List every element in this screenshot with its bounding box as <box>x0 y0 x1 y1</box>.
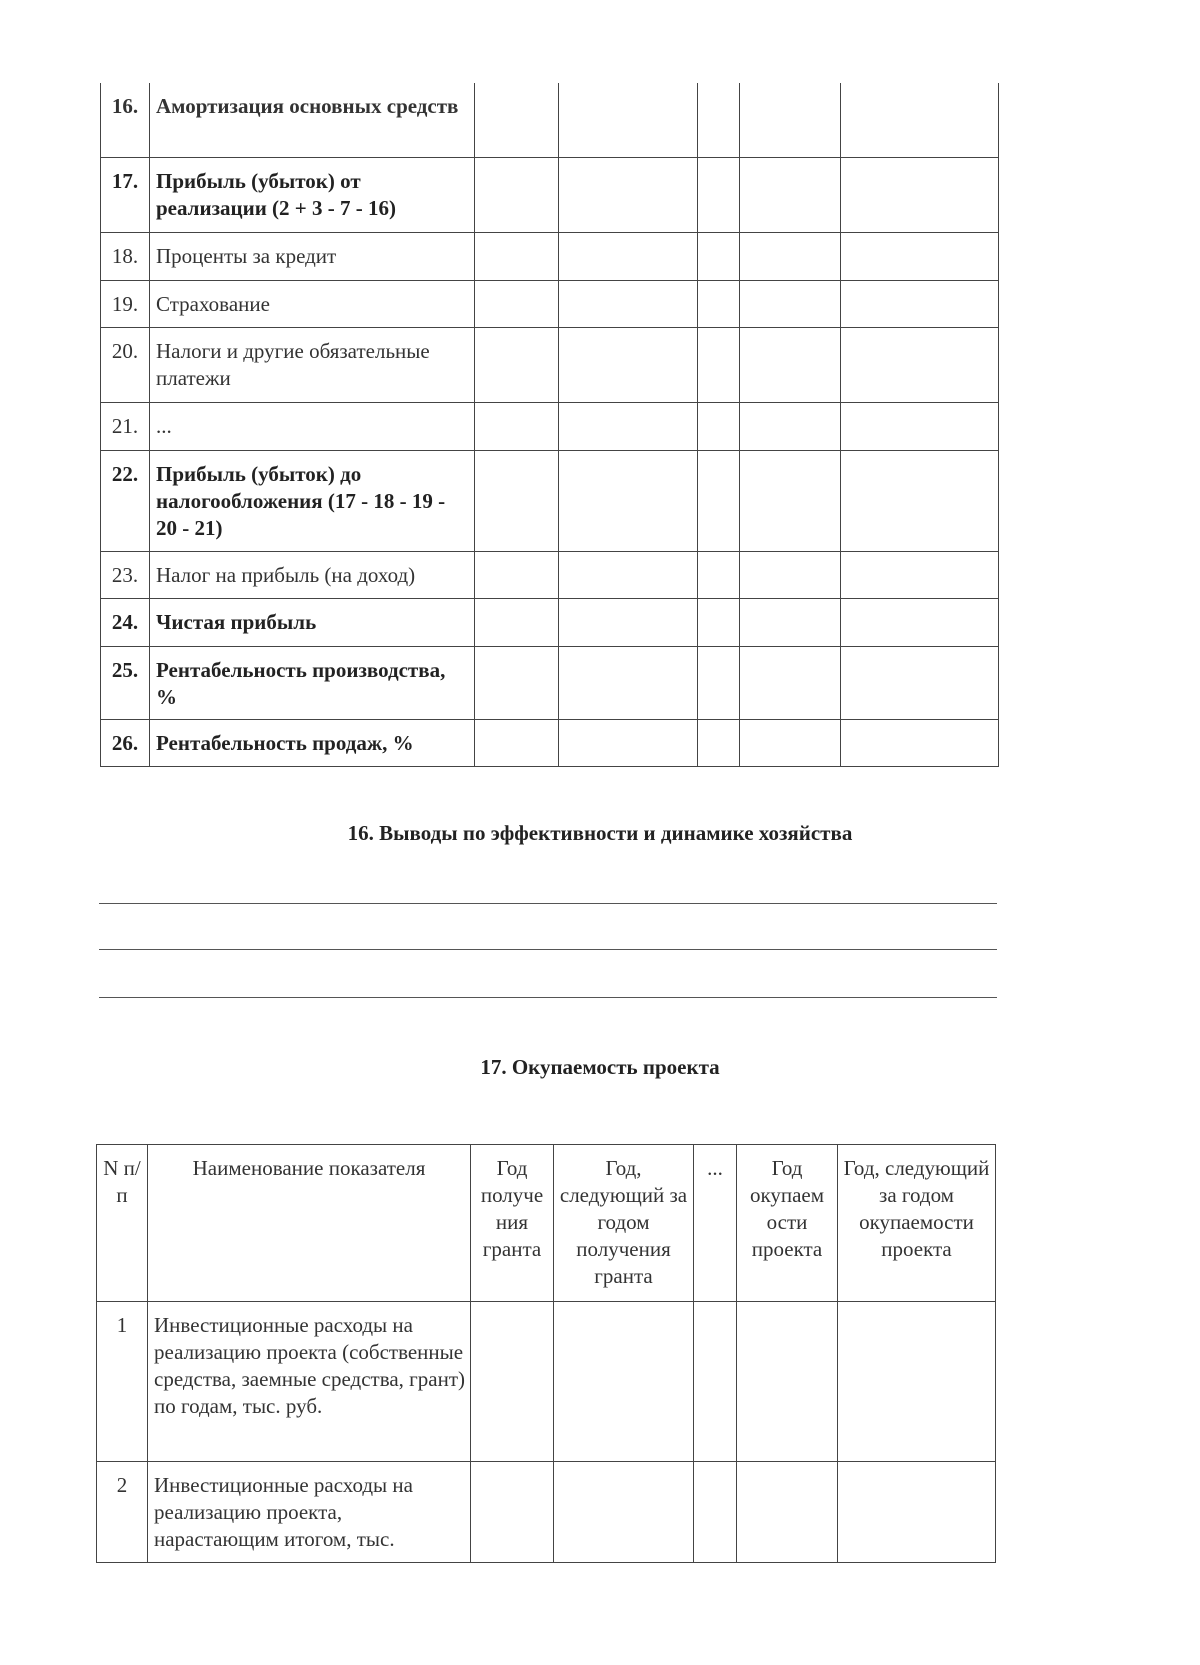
value-cell[interactable] <box>471 1462 554 1563</box>
row-label: Инвестиционные расходы на реализацию проекта, нарастающим итогом, тыс. <box>148 1462 471 1563</box>
value-cell[interactable] <box>838 1462 996 1563</box>
value-cell[interactable] <box>698 232 740 280</box>
value-cell[interactable] <box>559 83 698 157</box>
value-cell[interactable] <box>475 719 559 766</box>
value-cell[interactable] <box>841 280 999 327</box>
value-cell[interactable] <box>740 402 841 450</box>
value-cell[interactable] <box>740 157 841 232</box>
value-cell[interactable] <box>737 1302 838 1462</box>
value-cell[interactable] <box>475 450 559 551</box>
value-cell[interactable] <box>698 551 740 598</box>
value-cell[interactable] <box>475 551 559 598</box>
value-cell[interactable] <box>740 551 841 598</box>
table-row <box>101 232 999 280</box>
financial-indicators-table <box>100 83 999 767</box>
conclusion-line[interactable] <box>99 997 997 998</box>
value-cell[interactable] <box>559 598 698 646</box>
value-cell[interactable] <box>475 232 559 280</box>
row-label: Инвестиционные расходы на реализацию проекта (собственные средства, заемные средства, грант) по годам, тыс. руб. <box>148 1302 471 1462</box>
value-cell[interactable] <box>838 1302 996 1462</box>
row-number: 21. <box>101 402 150 450</box>
value-cell[interactable] <box>694 1462 737 1563</box>
row-number: 23. <box>101 551 150 598</box>
header-year-grant: Год получе ния гранта <box>471 1145 554 1302</box>
table-row <box>101 646 999 719</box>
row-label: Проценты за кредит <box>150 232 475 280</box>
value-cell[interactable] <box>559 450 698 551</box>
value-cell[interactable] <box>559 157 698 232</box>
conclusion-line[interactable] <box>99 903 997 904</box>
row-number: 2 <box>97 1462 148 1563</box>
value-cell[interactable] <box>841 646 999 719</box>
value-cell[interactable] <box>740 280 841 327</box>
value-cell[interactable] <box>559 280 698 327</box>
row-number: 16. <box>101 83 150 157</box>
table-row <box>101 598 999 646</box>
value-cell[interactable] <box>554 1462 694 1563</box>
table-row <box>101 450 999 551</box>
value-cell[interactable] <box>740 719 841 766</box>
value-cell[interactable] <box>841 551 999 598</box>
value-cell[interactable] <box>740 450 841 551</box>
row-label: Рентабельность продаж, % <box>150 719 475 766</box>
table-row <box>101 83 999 157</box>
value-cell[interactable] <box>698 719 740 766</box>
value-cell[interactable] <box>475 646 559 719</box>
value-cell[interactable] <box>694 1302 737 1462</box>
value-cell[interactable] <box>559 402 698 450</box>
header-year-after-grant: Год, следующий за годом получения гранта <box>554 1145 694 1302</box>
value-cell[interactable] <box>698 646 740 719</box>
value-cell[interactable] <box>475 83 559 157</box>
header-year-payback: Год окупаем ости проекта <box>737 1145 838 1302</box>
row-label: Налоги и другие обязательные платежи <box>150 327 475 402</box>
header-year-after-payback: Год, следующий за годом окупаемости проекта <box>838 1145 996 1302</box>
row-number: 20. <box>101 327 150 402</box>
section-16-title: 16. Выводы по эффективности и динамике хозяйства <box>347 821 853 845</box>
value-cell[interactable] <box>559 327 698 402</box>
table-row <box>97 1302 996 1462</box>
value-cell[interactable] <box>554 1302 694 1462</box>
value-cell[interactable] <box>841 232 999 280</box>
value-cell[interactable] <box>559 232 698 280</box>
value-cell[interactable] <box>475 280 559 327</box>
table-row <box>101 327 999 402</box>
value-cell[interactable] <box>698 327 740 402</box>
value-cell[interactable] <box>737 1462 838 1563</box>
value-cell[interactable] <box>740 646 841 719</box>
table-row <box>97 1462 996 1563</box>
value-cell[interactable] <box>841 402 999 450</box>
value-cell[interactable] <box>841 157 999 232</box>
row-number: 19. <box>101 280 150 327</box>
header-ellipsis: ... <box>694 1145 737 1302</box>
payback-table <box>96 1144 996 1563</box>
row-label: Рентабельность производства, % <box>150 646 475 719</box>
value-cell[interactable] <box>841 83 999 157</box>
value-cell[interactable] <box>475 327 559 402</box>
section-17-title: 17. Окупаемость проекта <box>480 1055 720 1079</box>
conclusion-line[interactable] <box>99 949 997 950</box>
value-cell[interactable] <box>475 598 559 646</box>
row-number: 25. <box>101 646 150 719</box>
table-row <box>101 402 999 450</box>
table-row <box>101 551 999 598</box>
value-cell[interactable] <box>559 646 698 719</box>
value-cell[interactable] <box>559 719 698 766</box>
value-cell[interactable] <box>740 598 841 646</box>
value-cell[interactable] <box>841 598 999 646</box>
row-number: 24. <box>101 598 150 646</box>
value-cell[interactable] <box>740 232 841 280</box>
row-label: Прибыль (убыток) от реализации (2 + 3 - 7 - 16) <box>150 157 475 232</box>
table-row <box>101 157 999 232</box>
row-label: Амортизация основных средств <box>150 83 475 157</box>
value-cell[interactable] <box>698 598 740 646</box>
table-row <box>101 719 999 766</box>
value-cell[interactable] <box>698 157 740 232</box>
value-cell[interactable] <box>698 83 740 157</box>
row-label: Чистая прибыль <box>150 598 475 646</box>
header-num: N п/п <box>97 1145 148 1302</box>
row-label: ... <box>150 402 475 450</box>
row-number: 17. <box>101 157 150 232</box>
value-cell[interactable] <box>698 450 740 551</box>
row-number: 1 <box>97 1302 148 1462</box>
row-label: Прибыль (убыток) до налогообложения (17 - 18 - 19 - 20 - 21) <box>150 450 475 551</box>
value-cell[interactable] <box>740 327 841 402</box>
value-cell[interactable] <box>698 280 740 327</box>
header-name: Наименование показателя <box>148 1145 471 1302</box>
header-row <box>97 1145 996 1302</box>
row-number: 26. <box>101 719 150 766</box>
row-label: Страхование <box>150 280 475 327</box>
value-cell[interactable] <box>740 83 841 157</box>
value-cell[interactable] <box>841 450 999 551</box>
row-number: 18. <box>101 232 150 280</box>
table-row <box>101 280 999 327</box>
value-cell[interactable] <box>475 157 559 232</box>
value-cell[interactable] <box>475 402 559 450</box>
value-cell[interactable] <box>698 402 740 450</box>
value-cell[interactable] <box>841 327 999 402</box>
row-number: 22. <box>101 450 150 551</box>
value-cell[interactable] <box>471 1302 554 1462</box>
value-cell[interactable] <box>559 551 698 598</box>
row-label: Налог на прибыль (на доход) <box>150 551 475 598</box>
value-cell[interactable] <box>841 719 999 766</box>
